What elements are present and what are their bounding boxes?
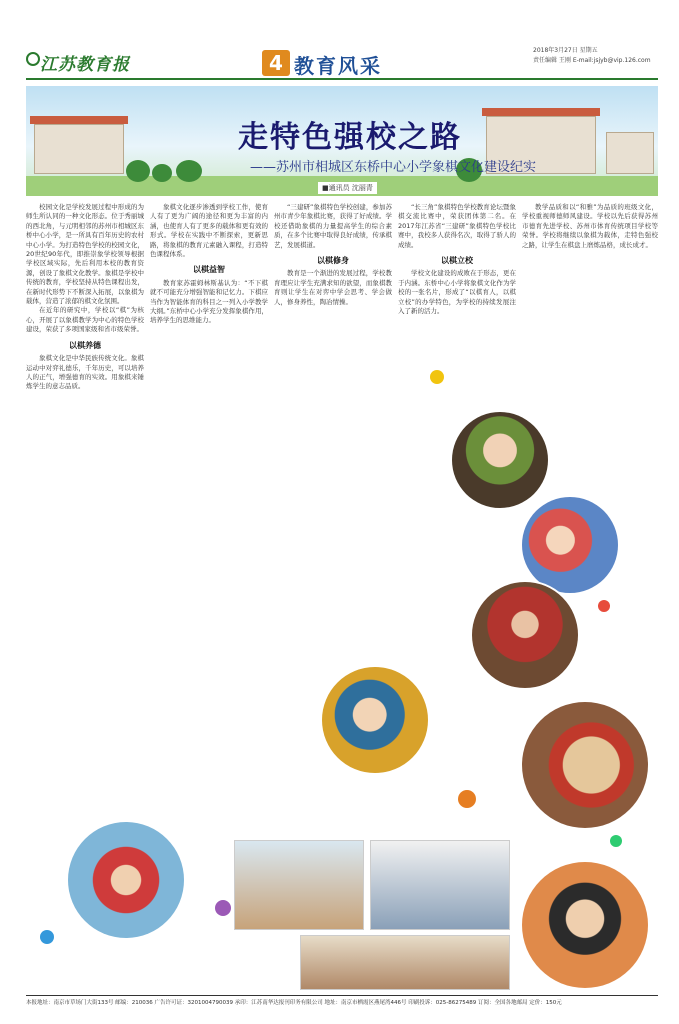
paragraph: “三建研”象棋特色学校创建，参加苏州市青少年象棋比赛，获得了好成绩。学校还借助象棋的力量提高学生的综合素质，在多个比赛中取得良好成绩，传承棋艺，发展棋道。: [274, 203, 392, 249]
tree: [176, 160, 202, 182]
paragraph: 校园文化是学校发展过程中形成的为师生所认同的一种文化形态。位于秀丽城的西北角，与元明相邻的苏州市相城区东桥中心小学，是一所具有百年历史的农村中心小学。为打造特色学校的校园文化，20世纪90年代，即推崇象学校领导根据学校区域实际，先后利用本校的教育资源，创设了象棋文化教学。象棋是学校中传统的教育，学校坚持从特色课程出发，在新时代形势下不断深入拓展，以象棋为载体，营造了浓郁的棋文化氛围。: [26, 203, 144, 306]
headline: 走特色强校之路: [238, 120, 462, 155]
roof-right: [482, 108, 600, 116]
masthead: 江苏教育报: [40, 55, 130, 75]
article-column-1: [26, 203, 144, 783]
paragraph: 象棋文化逐步渗透到学校工作，使育人有了更为广阔的途径和更为丰富的内涵，也使育人有了更多的载体和更有效的形式。学校在实践中不断探索，更新思路，将象棋的教育元素融入课程，打造特色课程体系。: [150, 203, 268, 259]
decorative-dot: [610, 835, 622, 847]
photo-choir: [234, 840, 364, 930]
page-number: 4: [262, 50, 290, 76]
photo-stage: [470, 580, 580, 690]
page-header: [0, 0, 679, 86]
tree: [126, 160, 150, 182]
subhead: ——苏州市相城区东桥中心小学象棋文化建设纪实: [250, 160, 537, 175]
photo-board-game: [520, 700, 650, 830]
photo-lecture-hall: [370, 840, 510, 930]
footer-rule: [26, 995, 658, 996]
masthead-logo-icon: [26, 52, 40, 66]
decorative-dot: [458, 790, 476, 808]
school-building-left: [34, 124, 124, 174]
editor-line: 责任编辑 王刚 E-mail:jsjyb@vip.126.com: [533, 57, 651, 64]
paragraph: 象棋文化是中华民族传统文化。象棋运动中对弈礼德乐，千年历史，可以培养人的正气，增强德育的实效。用象棋来锤炼学生的意志品质。: [26, 354, 144, 391]
section-heading: 以棋益智: [193, 265, 225, 275]
photo-students-chess: [450, 410, 550, 510]
article-column-5: [522, 203, 658, 373]
paragraph: 教学品质和以“和雅”为品质的班级文化，学校重视师德师风建设。学校以先后获得苏州市德育先进学校、苏州市体育传统项目学校等荣誉。学校将继续以象棋为载体，走特色强校之路，让学生在棋盘上磨炼品格，成长成才。: [522, 203, 658, 249]
paragraph: 在近年的研究中，学校以“棋”为核心，开展了以象棋教学为中心的特色学校建设，荣获了多项国家级和省市级荣誉。: [26, 306, 144, 334]
issue-date: 2018年3月27日 星期五: [533, 47, 598, 54]
section-heading: 以棋养德: [69, 340, 101, 350]
section-heading: 以棋立校: [441, 256, 473, 266]
photo-teacher: [520, 860, 650, 990]
article-column-3: [274, 203, 392, 663]
paragraph: 教育是一个渐进的发展过程，学校教育理应让学生充满求知的欲望，而象棋教育则让学生在对弈中学会思考、学会做人，修身养性，陶冶情操。: [274, 269, 392, 306]
photo-activity: [300, 935, 510, 990]
school-building-far: [606, 132, 654, 174]
paragraph: 学校文化建设的成败在于形态，更在于内涵。东桥中心小学将象棋文化作为学校的一张名片，形成了“以棋育人，以棋立校”的办学特色，为学校的持续发展注入了新的活力。: [398, 269, 516, 316]
section-title: 教育风采: [294, 54, 382, 78]
photo-group: [66, 820, 186, 940]
decorative-dot: [40, 930, 54, 944]
byline: ■通讯员 沈丽青: [318, 182, 377, 194]
footer: 本报地址：南京市草场门大街133号 邮编：210036 广告许可证：3201004790039 承印：江苏南华达报刊印务有限公司 地址：南京市栖霞区燕尾湾446号 印刷投诉：025-86275489 订阅：全国各地邮局 定价：150元: [26, 1000, 562, 1006]
decorative-dot: [430, 370, 444, 384]
section-heading: 以棋修身: [317, 256, 349, 266]
decorative-dot: [215, 900, 231, 916]
photo-girls-chess: [320, 665, 430, 775]
tree: [152, 164, 172, 182]
header-rule: [26, 78, 658, 80]
paragraph: 教育家苏霍姆林斯基认为：“不下棋就不可能充分增强智能和记忆力。下棋应当作为智能体育的科目之一列入小学教学大纲。”东桥中心小学充分发挥象棋作用，培养学生的思维能力。: [150, 278, 268, 325]
paragraph: “长三角”象棋特色学校教育论坛暨象棋交流比赛中，荣获团体第二名。在2017年江苏省“三建研”象棋特色学校比赛中，我校多人获得名次，取得了骄人的成绩。: [398, 203, 516, 249]
decorative-dot: [598, 600, 610, 612]
article-column-2: [150, 203, 268, 793]
roof-left: [30, 116, 128, 124]
